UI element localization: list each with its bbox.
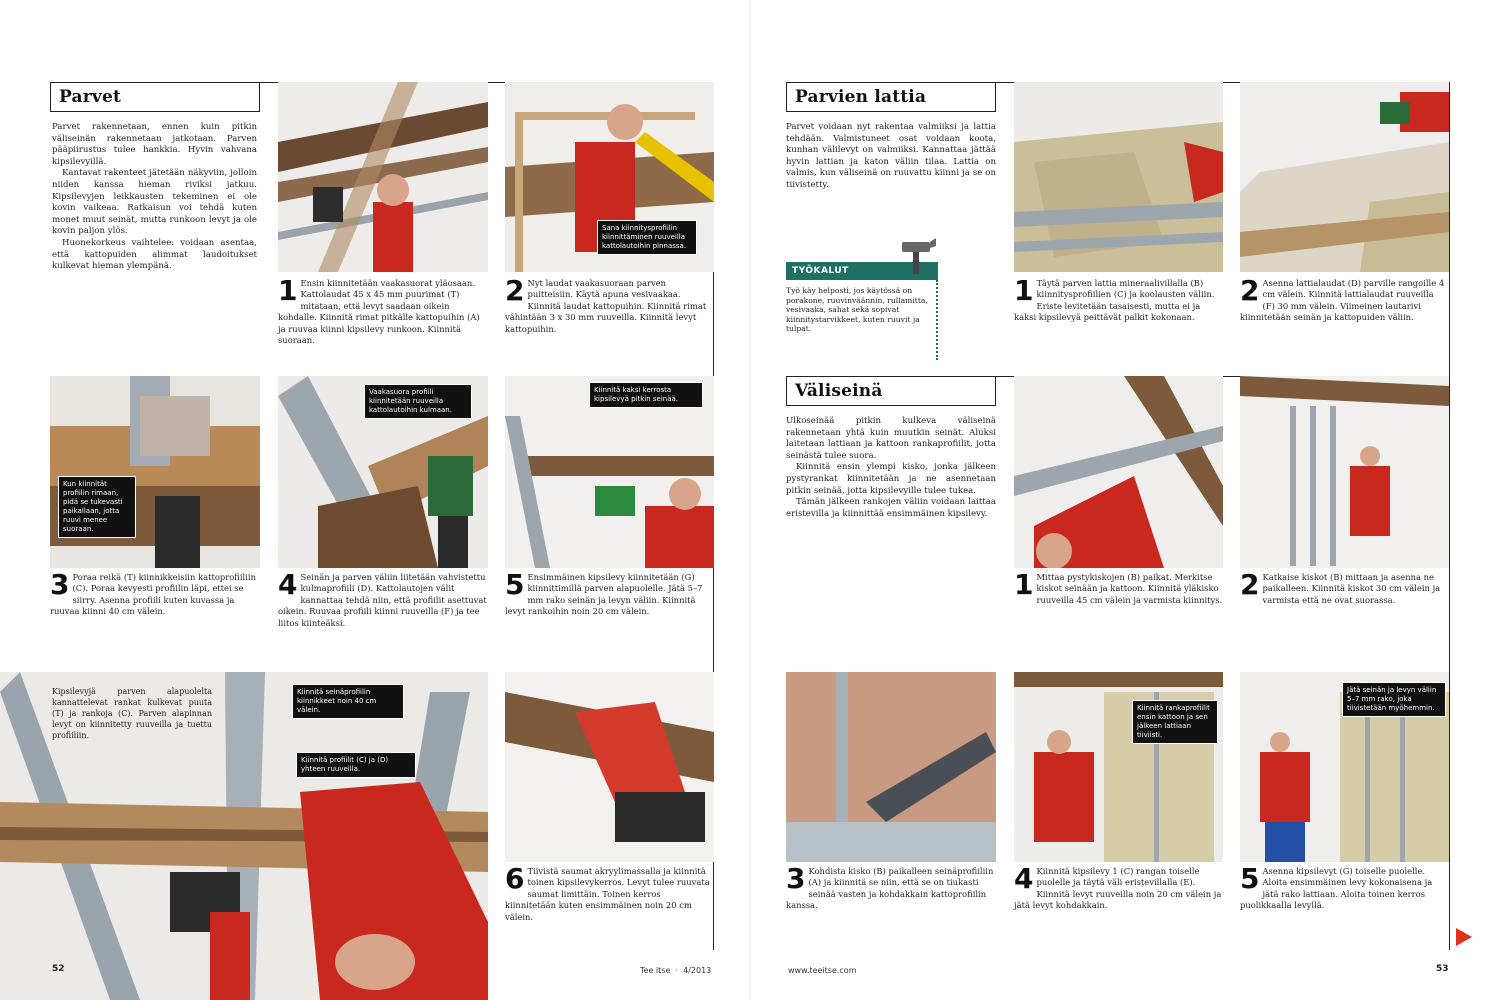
step-number: 3 [786,862,806,895]
callout-gap: Kiinnitä kaksi kerrosta kipsilevyä pitkin seinää. [589,382,703,408]
step-text: Kiinnitä kipsilevy 1 (C) rangan toiselle puolelle ja täytä väli eristevillalla (E). Kiinnitä levyt ruuveilla noin 20 cm välein ja jätä levyt kohdakkain. [1014,866,1222,911]
photo-step-5 [505,376,714,568]
step-number: 4 [278,568,298,601]
section-title-valiseina: Väliseinä [786,376,996,406]
step-5 [505,568,710,618]
section-title-parvien-lattia: Parvien lattia [786,82,996,112]
step-number: 2 [505,274,525,307]
photo-wall-2 [1240,376,1449,568]
footer-issue: 4/2013 [683,966,712,975]
floor-step-1 [1014,274,1223,324]
photo-step-2 [505,82,714,272]
step-4 [278,568,488,629]
step-number: 6 [505,862,525,895]
footer-url: www.teeitse.com [788,966,857,975]
photo-floor-2 [1240,82,1449,272]
photo-step-4 [278,376,488,568]
step-text: Asenna kipsilevyt (G) toiselle puolelle. Aloita ensimmäinen levy kokonaisena ja jätä rako lattiaan. Aloita toinen kerros puolikkaalla levyllä. [1240,866,1433,911]
photo-large-ceiling [0,672,488,1000]
photo-wall-5 [1240,672,1449,862]
tools-dotted-rule [936,280,938,360]
callout-profile-join: Kiinnitä profiilit (C) ja (D) yhteen ruuveilla. [296,752,416,778]
footer-separator: · [672,966,681,975]
intro-paragraph: Ulkoseinää pitkin kulkeva väliseinä rakennetaan yhtä kuin muutkin seinät. Aluksi laitetaan lattiaan ja kattoon rankaprofiilit, jotta seinästä tulee suora. [786,416,996,461]
right-outer-rule [1449,82,1450,950]
photo-wall-1 [1014,376,1223,568]
intro-paragraph: Huonekorkeus vaihtelee: voidaan asentaa, että kattopuiden alimmat laudoitukset kulkevat hieman ylempänä. [52,237,257,272]
tools-box [786,262,941,358]
step-1 [278,274,488,346]
intro-parvien-lattia [786,122,996,192]
step-number: 1 [1014,568,1034,601]
step-2 [505,274,710,335]
step-number: 2 [1240,274,1260,307]
wall-step-3 [786,862,996,912]
step-number: 5 [1240,862,1260,895]
intro-paragraph: Kiinnitä ensin ylempi kisko, jonka jälkeen pystyrankat kiinnitetään ja ne asennetaan pitkin seinää, jotta kipsilevyille tulee tukea. [786,462,996,496]
photo-step-3 [50,376,260,568]
photo-wall-4 [1014,672,1223,862]
hammer-icon [896,236,936,276]
tools-text: Työ käy helposti, jos käytössä on porakone, ruuvinväännin, rullamitta, vesivaaka, sahat sekä sopivat kiinnitystarvikkeet, kuten ruuvit ja tulpat. [786,286,928,334]
intro-paragraph: Tämän jälkeen rankojen väliin voidaan laittaa eristevilla ja kiinnittää ensimmäinen kipsilevy. [786,497,996,519]
callout-horizontal-profile: Vaakasuora profiili kiinnitetään ruuveilla kattolautoihin kulmaan. [364,384,472,419]
step-text: Täytä parven lattia mineraalivillalla (B) kiinnitysprofiilien (C) ja koolausten väliin. Eriste levitetään tasaisesti, mutta ei ja kaksi kipsilevyä peittävät palkit kokonaan. [1014,278,1215,323]
step-text: Tiivistä saumat akryylimassalla ja kiinnitä toinen kipsilevykerros. Levyt tulee ruuvata saumat limittäin. Toinen kerros kiinnitetään kuten ensimmäinen noin 20 cm välein. [505,866,710,922]
tools-title: TYÖKALUT [786,262,938,280]
callout-profile-hold: Kun kiinnität profiilin rimaan, pidä se tukevasti paikallaan, jotta ruuvi menee suoraan. [58,476,136,538]
next-page-arrow-icon[interactable] [1456,928,1472,946]
intro-parvet [52,122,257,273]
footer-magazine [640,966,711,975]
callout-level: Sana kiinnitysprofiilin kiinnittäminen ruuveilla kattolautoihin pinnassa. [597,220,697,255]
step-number: 1 [1014,274,1034,307]
step-number: 5 [505,568,525,601]
callout-rank-profiles: Kiinnitä rankaprofiilit ensin kattoon ja sen jälkeen lattiaan tiiviisti. [1132,700,1218,744]
step-text: Katkaise kiskot (B) mittaan ja asenna ne paikalleen. Kiinnitä kiskot 30 cm välein ja varmista että ne ovat suorassa. [1262,572,1441,605]
step-text: Kohdista kisko (B) paikalleen seinäprofiiliin (A) ja kiinnitä se niin, että se on tiukasti seinää vasten ja kohdakkain kattoprofiilin kanssa. [786,866,994,911]
step-text: Seinän ja parven väliin liitetään vahvistettu kulmaprofiili (D). Kattolautojen välit kannattaa tehdä niin, että profiilit asettuvat oikein. Ruuvaa profiili kiinni ruuveilla (F) ja tee liitos kiinteäksi. [278,572,487,628]
step-text: Nyt laudat vaakasuoraan parven puitteisiin. Käytä apuna vesivaakaa. Kiinnitä laudat kattopuihin. Kiinnitä rimat vähintään 3 x 30 mm ruuveilla. Kiinnitä levyt kattopuihin. [505,278,707,334]
step-text: Ensimmäinen kipsilevy kiinnitetään (G) kiinnittimillä parven alapuolelle. Jätä 5–7 mm rako seinän ja levyn väliin. Kiinnitä levyt rankoihin noin 20 cm välein. [505,572,703,617]
wall-step-5 [1240,862,1446,912]
floor-step-2 [1240,274,1446,324]
intro-paragraph: Parvet rakennetaan, ennen kuin pitkin väliseinän rakennetaan jatkotaan. Parven pääpiirustus tulee hankkia. Hyvin vahvana kipsilevyillä. [52,122,257,167]
photo-step-1 [278,82,488,272]
callout-wall-gap: Jätä seinän ja levyn väliin 5–7 mm rako, joka tiivistetään myöhemmin. [1342,682,1446,717]
wall-step-4 [1014,862,1223,912]
photo-step-6 [505,672,714,862]
photo-note: Kipsilevyjä parven alapuolelta kannattelevat rankat kulkevat puuta (T) ja rankoja (C). Parven alapinnan levyt on kiinnitetty ruuveilla ja tuettu profiiliin. [52,687,212,740]
step-number: 1 [278,274,298,307]
intro-paragraph: Kantavat rakenteet jätetään näkyviin, jolloin niiden kanssa hieman riviksi jatkuu. Kipsilevyjen leikkausten tekeminen ei ole kovin vaikeaa. Ratkaisun voi tehdä kuten monet muut seinät, mutta runkoon levyt ja ole kovin paljon ylös. [52,168,257,237]
photo-floor-1 [1014,82,1223,272]
step-text: Mittaa pystykiskojen (B) paikat. Merkitse kiskot seinään ja kattoon. Kiinnitä yläkisko ruuveilla 45 cm välein ja varmista kiinnitys. [1036,572,1223,605]
step-text: Poraa reikä (T) kiinnikkeisiin kattoprofiiliin (C). Poraa kevyesti profiilin läpi, ettei se siirry. Asenna profiili kuten kuvassa ja ruuvaa kiinni 40 cm välein. [50,572,256,617]
step-text: Ensin kiinnitetään vaakasuorat yläosaan. Kattolaudat 45 x 45 mm puurimat (T) mitataan, että levyt saadaan oikein kohdalle. Kiinnitä rimat pitkälle kattopuihin (A) ja ruuvaa kiinni kipsilevy runkoon. Kiinnitä suoraan. [278,278,480,346]
page-number-right: 53 [1436,964,1449,974]
wall-step-2 [1240,568,1446,606]
section-title-parvet: Parvet [50,82,260,112]
footer-magazine-name: Tee itse [640,966,671,975]
step-6 [505,862,710,923]
intro-paragraph: Parvet voidaan nyt rakentaa valmiiksi ja lattia tehdään. Valmistuneet osat voidaan koota, kunhan välilevyt on valmiiksi. Kannattaa jättää hyvin lattian ja katon väliin tilaa. Lattia on valmis, kun väliseinä on ruuvattu kiinni ja se on tiivistetty. [786,122,996,190]
callout-wall-bracket: Kiinnitä seinäprofiilin kiinnikkeet noin 40 cm välein. [292,684,404,719]
intro-valiseina [786,416,996,520]
photo-wall-3 [786,672,996,862]
step-number: 4 [1014,862,1034,895]
step-number: 3 [50,568,70,601]
wall-step-1 [1014,568,1223,606]
page-spine [749,0,751,1000]
page-number-left: 52 [52,964,65,974]
step-number: 2 [1240,568,1260,601]
step-3 [50,568,260,618]
step-text: Asenna lattialaudat (D) parville rangoille 4 cm välein. Kiinnitä lattialaudat ruuveilla (F) 30 mm välein. Viimeinen lautarivi kiinnitetään seinän ja kattopuiden väliin. [1240,278,1445,323]
